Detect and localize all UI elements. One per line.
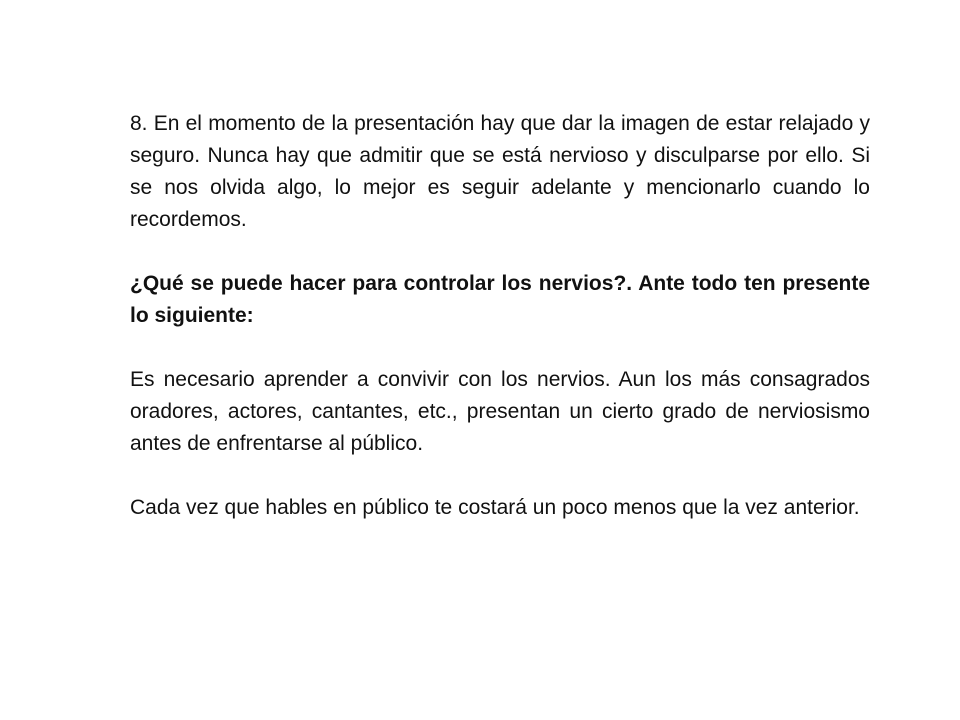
paragraph-living-with-nerves: Es necesario aprender a convivir con los nervios. Aun los más consagrados oradores, actores, cantantes, etc., presentan un cierto grado de nerviosismo antes de enfrentarse al público. <box>130 368 870 455</box>
paragraph-nerves-question: ¿Qué se puede hacer para controlar los nervios?. Ante todo ten presente lo siguiente: <box>130 272 870 327</box>
paragraph-practice-improves: Cada vez que hables en público te costará un poco menos que la vez anterior. <box>130 496 860 519</box>
slide-body <box>130 108 870 556</box>
paragraph-presentation-tip: 8. En el momento de la presentación hay que dar la imagen de estar relajado y seguro. Nunca hay que admitir que se está nervioso y disculparse por ello. Si se nos olvida algo, lo mejor es seguir adelante y mencionarlo cuando lo recordemos. <box>130 112 870 231</box>
